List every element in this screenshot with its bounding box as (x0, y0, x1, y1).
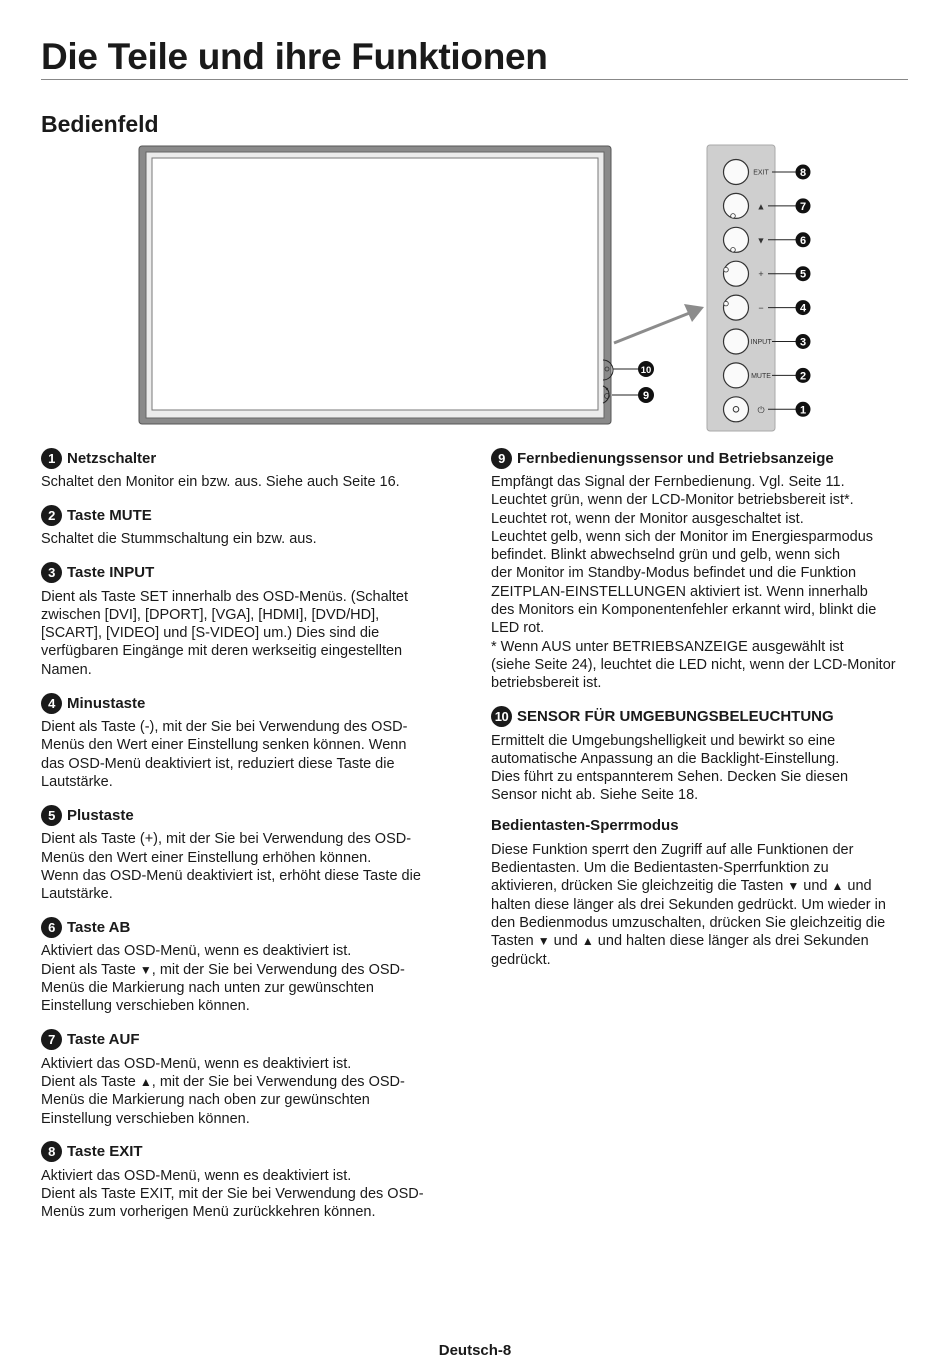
callout-number: 5 (799, 268, 807, 281)
item-description (41, 1055, 461, 1128)
callout-number: 2 (799, 370, 807, 383)
item-description: Dient als Taste (+), mit der Sie bei Verwendung des OSD- Menüs den Wert einer Einstellung erhöhen können. Wenn das OSD-Menü deaktiviert ist, erhöht diese Taste die Lautstärke. (41, 831, 421, 903)
control-panel-diagram (0, 0, 950, 440)
number-badge: 9 (491, 448, 512, 469)
zoom-arrow (614, 304, 704, 343)
up-triangle-icon: ▲ (831, 879, 844, 894)
item-description: Dient als Taste (-), mit der Sie bei Verwendung des OSD- Menüs den Wert einer Einstellung senken können. Wenn das OSD-Menü deaktiviert ist, reduziert diese Taste die Lautstärke. (41, 719, 408, 790)
callout-number: 4 (799, 302, 807, 315)
monitor-callouts (638, 361, 654, 403)
button-label: ▲ (756, 201, 766, 212)
item-title: Taste AUF (67, 1031, 140, 1049)
button-label: INPUT (750, 339, 772, 346)
callout-number: 3 (799, 336, 807, 349)
section-title: Bedienfeld (41, 111, 159, 137)
item-up-button (41, 1028, 461, 1128)
button-label: − (758, 303, 764, 314)
item-description (491, 841, 916, 969)
number-badge: 4 (41, 693, 62, 714)
item-ambient-light-sensor (491, 705, 916, 805)
item-title: Taste INPUT (67, 564, 155, 582)
item-title: Plustaste (67, 806, 134, 824)
up-triangle-icon: ▲ (139, 1074, 152, 1089)
text-part: , mit der Sie bei Verwendung des OSD- Menüs die Markierung nach oben zur gewünschten Einstellung verschieben können. (41, 1073, 405, 1127)
text-part: Diese Funktion sperrt den Zugriff auf alle Funktionen der Bedientasten. Um die Bedientasten-Sperrfunktion zu aktivieren, drücken Sie gleichzeitig die Tasten (491, 841, 854, 895)
number-badge: 10 (491, 706, 512, 727)
item-title: Taste AB (67, 918, 131, 936)
item-minus-button (41, 691, 461, 791)
item-mute-button (41, 503, 461, 548)
item-title: Fernbedienungssensor und Betriebsanzeige (517, 449, 834, 467)
number-badge: 6 (41, 917, 62, 938)
text-part: Aktiviert das OSD-Menü, wenn es deaktiviert ist. Dient als Taste (41, 943, 352, 978)
left-column (41, 446, 461, 1222)
number-badge: 1 (41, 448, 62, 469)
item-description: Dient als Taste SET innerhalb des OSD-Menüs. (Schaltet zwischen [DVI], [DPORT], [VGA], [HDMI], [DVD/HD], [SCART], [VIDEO] und [S-VIDEO] um.) Dies sind die verfügbaren Eingänge mit deren werkseitig eingestellten Namen. (41, 588, 408, 678)
item-description: Ermittelt die Umgebungshelligkeit und bewirkt so eine automatische Anpassung an die Backlight-Einstellung. Dies führt zu entspannterem Sehen. Decken Sie diesen Sensor nicht ab. Siehe Seite 18. (491, 732, 849, 804)
item-description (41, 942, 461, 1015)
down-triangle-icon: ▼ (139, 962, 152, 977)
text-part: und (549, 933, 582, 950)
item-remote-sensor (491, 446, 916, 693)
item-power-switch (41, 446, 461, 491)
text-part: und halten diese länger als drei Sekunden gedrückt. Um wieder in den Bedienmodus umzuschalten, drücken Sie gleichzeitig die Tasten (491, 878, 886, 950)
number-badge: 5 (41, 805, 62, 826)
number-badge: 3 (41, 562, 62, 583)
down-triangle-icon: ▼ (537, 934, 550, 949)
item-down-button (41, 915, 461, 1015)
page-title: Die Teile und ihre Funktionen (41, 36, 548, 77)
item-title: Netzschalter (67, 449, 157, 467)
item-description: Schaltet die Stummschaltung ein bzw. aus. (41, 531, 317, 548)
right-column (491, 446, 916, 969)
monitor-callout-10 (638, 361, 654, 377)
item-plus-button (41, 803, 461, 903)
item-description: Empfängt das Signal der Fernbedienung. Vgl. Seite 11. Leuchtet grün, wenn der LCD-Monitor betriebsbereit ist*. Leuchtet rot, wenn der Monitor ausgeschaltet ist. Leuchtet gelb, wenn sich der Monitor im Energiesparmodus befindet. Blinkt abwechselnd grün und gelb, wenn sich der Monitor im Standby-Modus befindet und die Funktion ZEITPLAN-EINSTELLUNGEN aktiviert ist. Wenn innerhalb des Monitors ein Komponentenfehler erkannt wird, blinkt die LED rot. * Wenn AUS unter BETRIEBSANZEIGE ausgewählt ist (siehe Seite 24), leuchtet die LED nicht, wenn der LCD-Monitor betriebsbereit ist. (491, 474, 896, 692)
callout-number: 1 (799, 404, 807, 417)
page-number: Deutsch-8 (438, 1342, 512, 1359)
number-badge: 2 (41, 505, 62, 526)
monitor-illustration (139, 146, 638, 424)
item-description: Aktiviert das OSD-Menü, wenn es deaktiviert ist. Dient als Taste EXIT, mit der Sie bei Verwendung des OSD- Menüs zum vorherigen Menü zurückkehren können. (41, 1167, 424, 1221)
text-part: und halten diese länger als drei Sekunden gedrückt. (491, 933, 869, 968)
button-label: ▼ (756, 235, 766, 246)
item-input-button (41, 561, 461, 679)
button-label: ⏻ (757, 404, 765, 415)
callout-number: 8 (799, 167, 807, 179)
item-title: Minustaste (67, 694, 146, 712)
monitor-callout-9 (638, 387, 654, 403)
callout-number: 10 (640, 365, 652, 376)
callout-number: 9 (642, 390, 650, 402)
text-part: und (799, 878, 832, 895)
item-title: SENSOR FÜR UMGEBUNGSBELEUCHTUNG (517, 708, 834, 726)
item-title: Taste EXIT (67, 1143, 143, 1161)
item-key-lock-mode (491, 817, 916, 969)
button-label: + (758, 269, 764, 280)
number-badge: 7 (41, 1029, 62, 1050)
down-triangle-icon: ▼ (787, 879, 800, 894)
text-part: , mit der Sie bei Verwendung des OSD- Menüs die Markierung nach unten zur gewünschten Einstellung verschieben können. (41, 961, 405, 1015)
item-exit-button (41, 1140, 461, 1222)
text-part: Aktiviert das OSD-Menü, wenn es deaktiviert ist. Dient als Taste (41, 1055, 352, 1090)
item-description: Schaltet den Monitor ein bzw. aus. Siehe auch Seite 16. (41, 474, 400, 490)
button-label: EXIT (753, 169, 769, 177)
subsection-title: Bedientasten-Sperrmodus (491, 816, 679, 834)
button-panel (707, 145, 775, 431)
button-label: MUTE (751, 372, 771, 380)
callout-number: 7 (799, 200, 807, 213)
item-title: Taste MUTE (67, 506, 152, 524)
callout-number: 6 (799, 234, 807, 247)
up-triangle-icon: ▲ (581, 934, 594, 949)
number-badge: 8 (41, 1141, 62, 1162)
